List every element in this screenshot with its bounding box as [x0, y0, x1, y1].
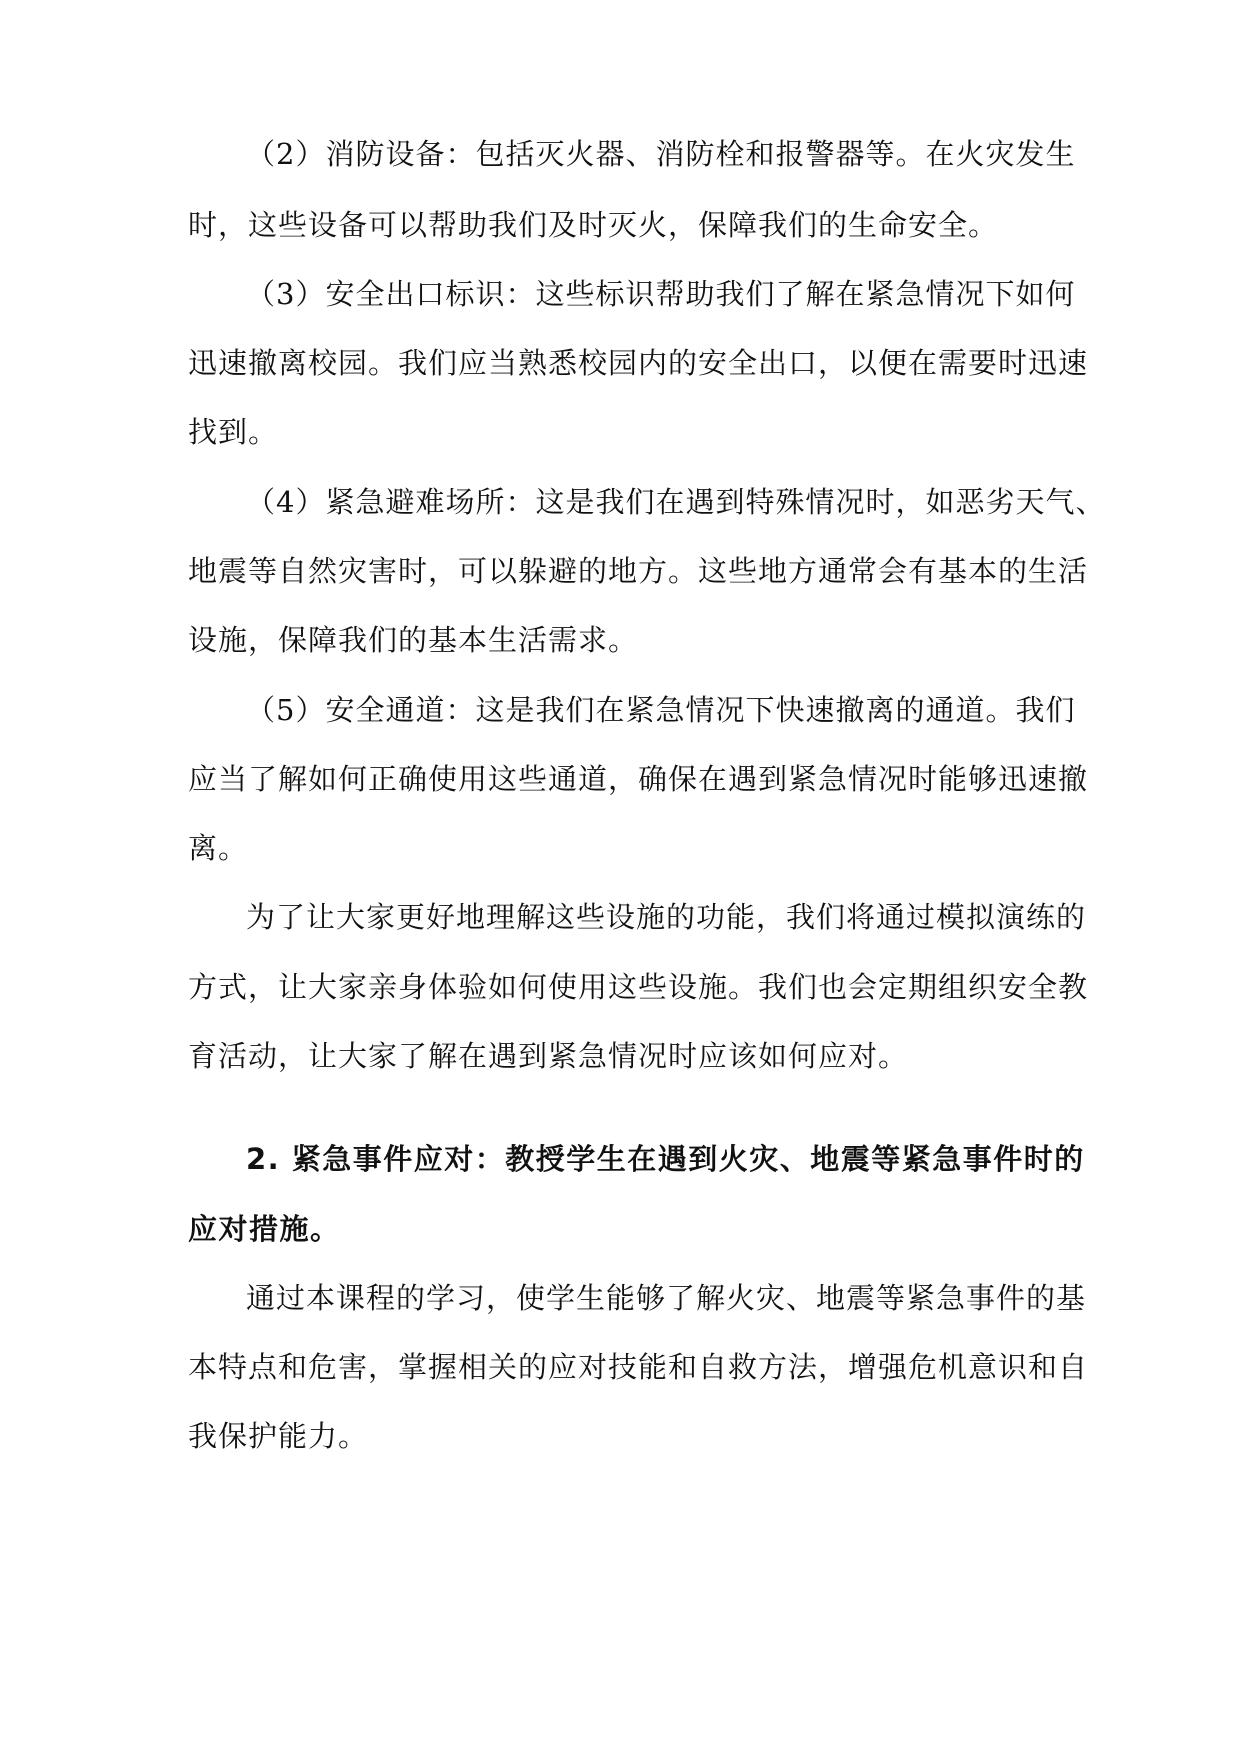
paragraph-passage-line-2: 应当了解如何正确使用这些通道，确保在遇到紧急情况时能够迅速撤 — [188, 762, 1089, 796]
paragraph-exit-signs-line-2: 迅速撤离校园。我们应当熟悉校园内的安全出口，以便在需要时迅速 — [188, 346, 1089, 380]
paragraph-passage-line-3: 离。 — [188, 831, 249, 865]
paragraph-shelter-line-1: （4）紧急避难场所：这是我们在遇到特殊情况时，如恶劣天气、 — [246, 485, 1106, 519]
paragraph-drill-line-1: 为了让大家更好地理解这些设施的功能，我们将通过模拟演练的 — [246, 900, 1087, 934]
paragraph-fire-equipment-line-2: 时，这些设备可以帮助我们及时灭火，保障我们的生命安全。 — [188, 208, 999, 242]
paragraph-shelter-line-2: 地震等自然灾害时，可以躲避的地方。这些地方通常会有基本的生活 — [188, 554, 1089, 588]
paragraph-drill-line-2: 方式，让大家亲身体验如何使用这些设施。我们也会定期组织安全教 — [188, 970, 1089, 1004]
paragraph-closing-line-1: 通过本课程的学习，使学生能够了解火灾、地震等紧急事件的基 — [246, 1281, 1087, 1315]
paragraph-drill-line-3: 育活动，让大家了解在遇到紧急情况时应该如何应对。 — [188, 1039, 909, 1073]
paragraph-closing-line-2: 本特点和危害，掌握相关的应对技能和自救方法，增强危机意识和自 — [188, 1350, 1089, 1384]
paragraph-passage-line-1: （5）安全通道：这是我们在紧急情况下快速撤离的通道。我们 — [246, 693, 1076, 727]
paragraph-exit-signs-line-3: 找到。 — [188, 415, 279, 449]
section-heading-line-1: 2. 紧急事件应对：教授学生在遇到火灾、地震等紧急事件时的 — [246, 1142, 1085, 1176]
paragraph-closing-line-3: 我保护能力。 — [188, 1419, 369, 1453]
paragraph-fire-equipment-line-1: （2）消防设备：包括灭火器、消防栓和报警器等。在火灾发生 — [246, 137, 1076, 171]
paragraph-shelter-line-3: 设施，保障我们的基本生活需求。 — [188, 623, 639, 657]
section-heading-line-2: 应对措施。 — [188, 1212, 341, 1246]
paragraph-exit-signs-line-1: （3）安全出口标识：这些标识帮助我们了解在紧急情况下如何 — [246, 277, 1076, 311]
